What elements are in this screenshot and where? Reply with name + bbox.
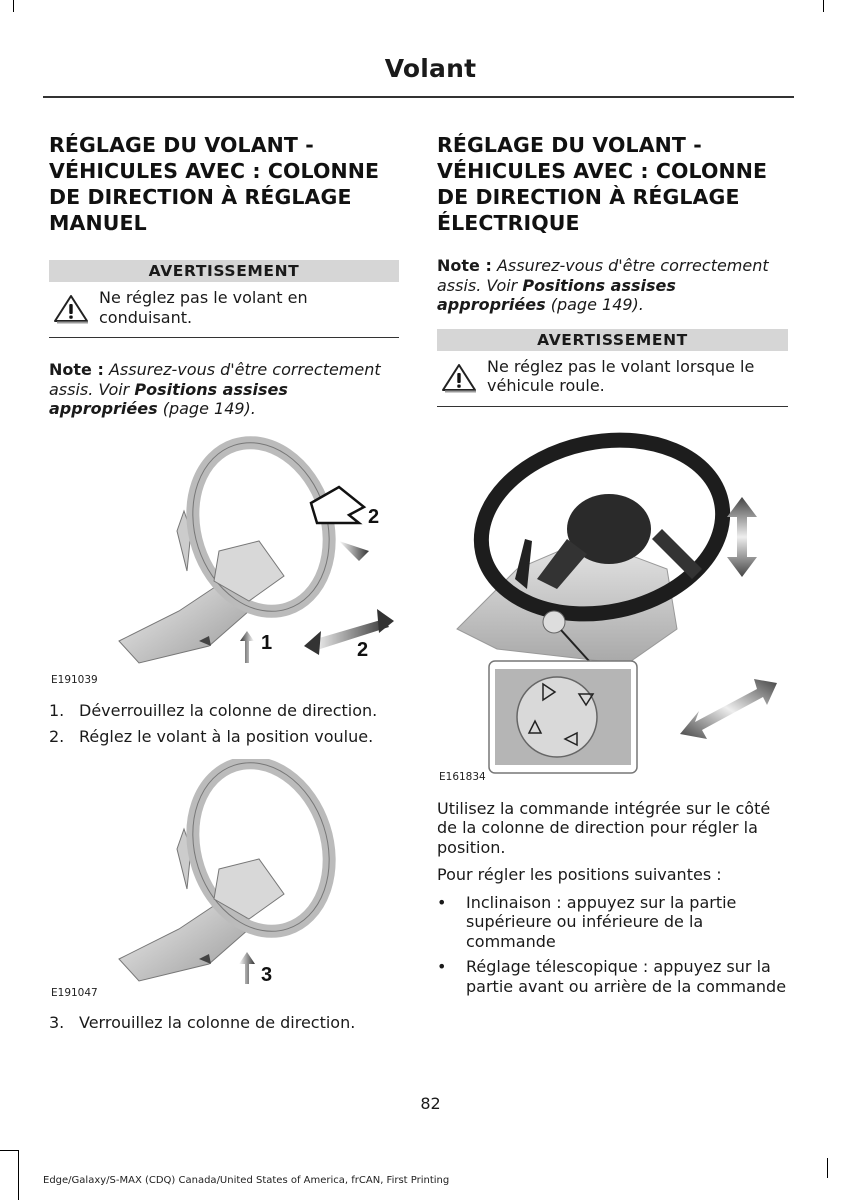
warning-title: AVERTISSEMENT bbox=[49, 260, 399, 282]
warning-title: AVERTISSEMENT bbox=[437, 329, 788, 351]
steps-list bbox=[49, 701, 399, 747]
steering-wheel-illustration bbox=[437, 429, 788, 779]
steering-column-electric-figure bbox=[437, 429, 788, 783]
list-item: 1. Déverrouillez la colonne de direction. bbox=[49, 700, 378, 720]
warning-triangle-icon bbox=[440, 363, 478, 393]
note-label: Note : bbox=[49, 360, 104, 379]
crop-mark-bottom-left bbox=[0, 1150, 18, 1151]
figure-code: E191047 bbox=[51, 986, 98, 999]
warning-box bbox=[49, 260, 399, 338]
note: Note : Assurez-vous d'être correctement assis. Voir Positions assises appropriées (page 149). bbox=[437, 256, 769, 314]
figure-label: 2 bbox=[368, 505, 380, 528]
steering-wheel-illustration bbox=[49, 759, 399, 999]
steps-list bbox=[49, 1013, 399, 1033]
figure-code: E191039 bbox=[51, 673, 98, 686]
title-divider bbox=[43, 96, 794, 98]
paragraph: Utilisez la commande intégrée sur le côté de la colonne de direction pour régler la position. bbox=[437, 798, 771, 857]
figure-code: E161834 bbox=[439, 770, 486, 783]
crop-mark-bottom-left-v bbox=[18, 1150, 19, 1200]
list-item: 2. Réglez le volant à la position voulue. bbox=[49, 727, 374, 746]
figure-label: 2 bbox=[357, 638, 369, 661]
page-title: Volant bbox=[384, 54, 477, 83]
crop-mark-top-left bbox=[13, 0, 14, 12]
figure-label: 3 bbox=[261, 963, 273, 986]
list-item: • Inclinaison : appuyez sur la partie supérieure ou inférieure de la commande bbox=[437, 892, 737, 951]
crop-mark-top-right bbox=[823, 0, 824, 12]
section-heading-electric: RÉGLAGE DU VOLANT - VÉHICULES AVEC : COLONNE DE DIRECTION À RÉGLAGE ÉLECTRIQUE bbox=[437, 133, 768, 235]
list-item: • Réglage télescopique : appuyez sur la partie avant ou arrière de la commande bbox=[437, 957, 787, 996]
warning-box bbox=[437, 329, 788, 407]
steering-column-manual-figure-1 bbox=[49, 431, 399, 686]
warning-text: Ne réglez pas le volant en conduisant. bbox=[99, 288, 308, 327]
steering-wheel-illustration bbox=[49, 431, 399, 686]
list-item: 3. Verrouillez la colonne de direction. bbox=[49, 1012, 356, 1032]
warning-triangle-icon bbox=[52, 294, 90, 324]
paragraph: Pour régler les positions suivantes : bbox=[437, 865, 722, 884]
page-number: 82 bbox=[420, 1094, 441, 1113]
right-column bbox=[437, 132, 788, 1002]
left-column bbox=[49, 132, 399, 1039]
note-label: Note : bbox=[437, 256, 492, 275]
cross-reference-link[interactable]: Positions assises appropriées bbox=[437, 275, 676, 314]
cross-reference-link[interactable]: Positions assises appropriées bbox=[49, 379, 288, 418]
warning-text: Ne réglez pas le volant lorsque le véhicule roule. bbox=[487, 356, 755, 395]
footer-text: Edge/Galaxy/S-MAX (CDQ) Canada/United States of America, frCAN, First Printing bbox=[43, 1175, 450, 1186]
bullet-list bbox=[437, 893, 788, 997]
steering-column-manual-figure-2 bbox=[49, 759, 399, 999]
note: Note : Assurez-vous d'être correctement assis. Voir Positions assises appropriées (page 149). bbox=[49, 360, 381, 418]
crop-mark-bottom-right bbox=[827, 1158, 828, 1178]
figure-label: 1 bbox=[261, 631, 273, 654]
section-heading-manual: RÉGLAGE DU VOLANT - VÉHICULES AVEC : COLONNE DE DIRECTION À RÉGLAGE MANUEL bbox=[49, 133, 380, 235]
